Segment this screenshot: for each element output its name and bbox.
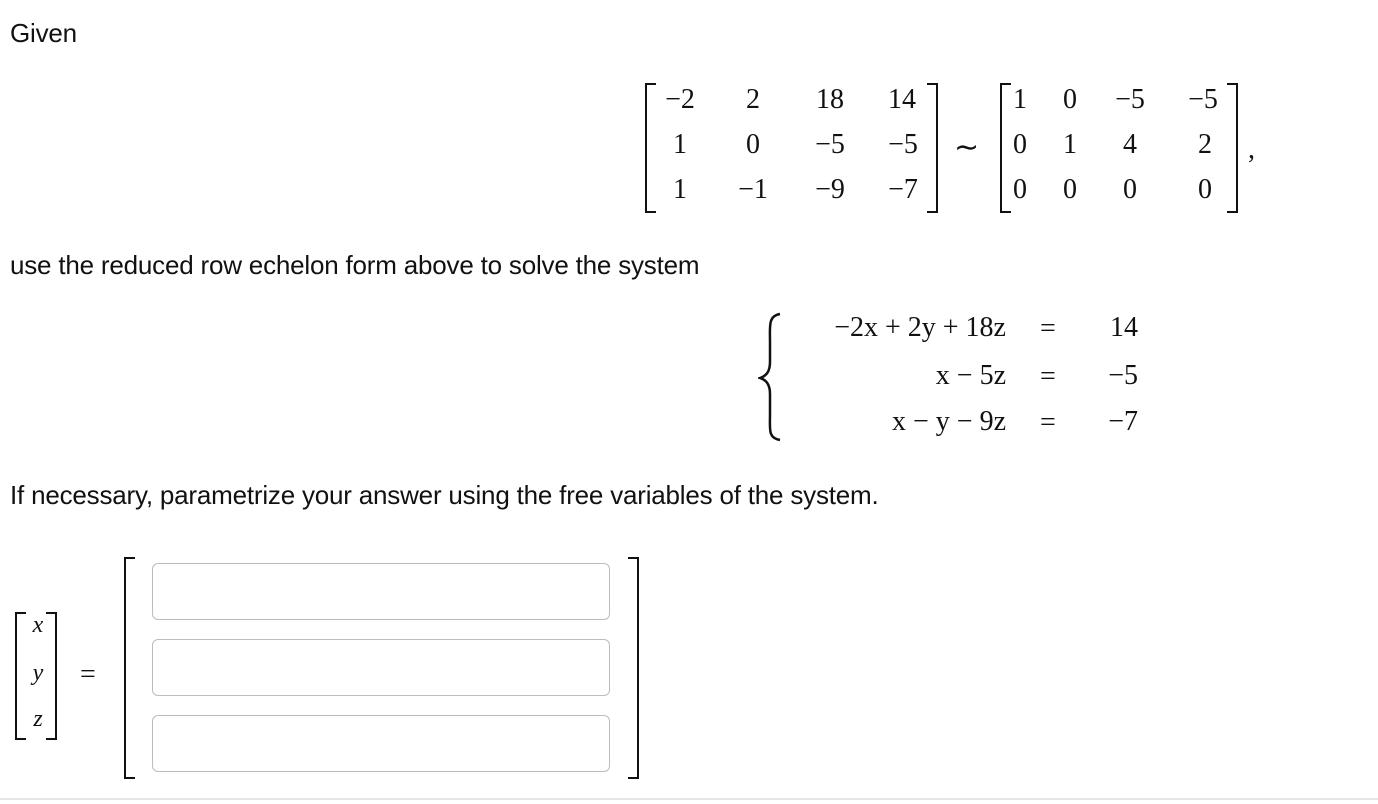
rref-cell: 0	[1063, 174, 1077, 205]
given-label: Given	[10, 18, 77, 48]
rref-cell: 2	[1198, 129, 1212, 160]
variable-vector-left-bracket	[15, 612, 26, 740]
equation-equals: =	[1040, 407, 1056, 438]
equation-lhs: x − 5z	[935, 360, 1006, 391]
rref-cell: −5	[1115, 84, 1145, 115]
matrix-a-cell: −7	[888, 174, 918, 205]
rref-cell: 0	[1013, 174, 1027, 205]
matrix-a-cell: −5	[888, 129, 918, 160]
answer-vector-right-bracket	[628, 557, 639, 779]
matrix-a-cell: 14	[888, 84, 916, 115]
variable-z: z	[33, 706, 43, 732]
equation-equals: =	[1040, 313, 1056, 344]
answer-z-input[interactable]	[152, 715, 610, 772]
equation-lhs: −2x + 2y + 18z	[834, 312, 1006, 343]
answer-vector-left-bracket	[124, 557, 135, 779]
matrix-a-cell: 18	[816, 84, 844, 115]
left-bracket	[645, 83, 656, 213]
rref-cell: 1	[1013, 84, 1027, 115]
rref-cell: 0	[1123, 174, 1137, 205]
rref-cell: 0	[1063, 84, 1077, 115]
rref-cell: 1	[1063, 129, 1077, 160]
bottom-divider	[0, 798, 1378, 800]
rref-cell: −5	[1188, 84, 1218, 115]
trailing-comma: ,	[1248, 134, 1255, 165]
answer-x-input[interactable]	[152, 563, 610, 620]
matrix-a-cell: 2	[746, 84, 760, 115]
equation-lhs: x − y − 9z	[891, 406, 1006, 437]
answer-y-input[interactable]	[152, 639, 610, 696]
instruction-text: use the reduced row echelon form above to solve the system	[10, 250, 700, 280]
matrix-a-cell: 1	[673, 129, 687, 160]
equation-rhs: −5	[1108, 360, 1138, 391]
parametrize-note: If necessary, parametrize your answer using the free variables of the system.	[10, 480, 879, 510]
matrix-a-cell: 0	[746, 129, 760, 160]
matrix-a-cell: −5	[815, 129, 845, 160]
answer-equals: =	[80, 659, 96, 690]
matrix-a-cell: −9	[815, 174, 845, 205]
rref-cell: 0	[1013, 129, 1027, 160]
right-bracket	[1227, 83, 1238, 213]
matrix-a-cell: −1	[738, 174, 768, 205]
matrix-a-cell: −2	[665, 84, 695, 115]
rref-cell: 0	[1198, 174, 1212, 205]
rref-cell: 4	[1123, 129, 1137, 160]
variable-y: y	[32, 660, 44, 686]
equation-rhs: −7	[1108, 406, 1138, 437]
equation-equals: =	[1040, 361, 1056, 392]
matrix-a-cell: 1	[673, 174, 687, 205]
equation-rhs: 14	[1110, 312, 1138, 343]
right-bracket	[927, 83, 938, 213]
row-equivalence-symbol: ∼	[954, 131, 980, 164]
variable-x: x	[32, 612, 44, 638]
